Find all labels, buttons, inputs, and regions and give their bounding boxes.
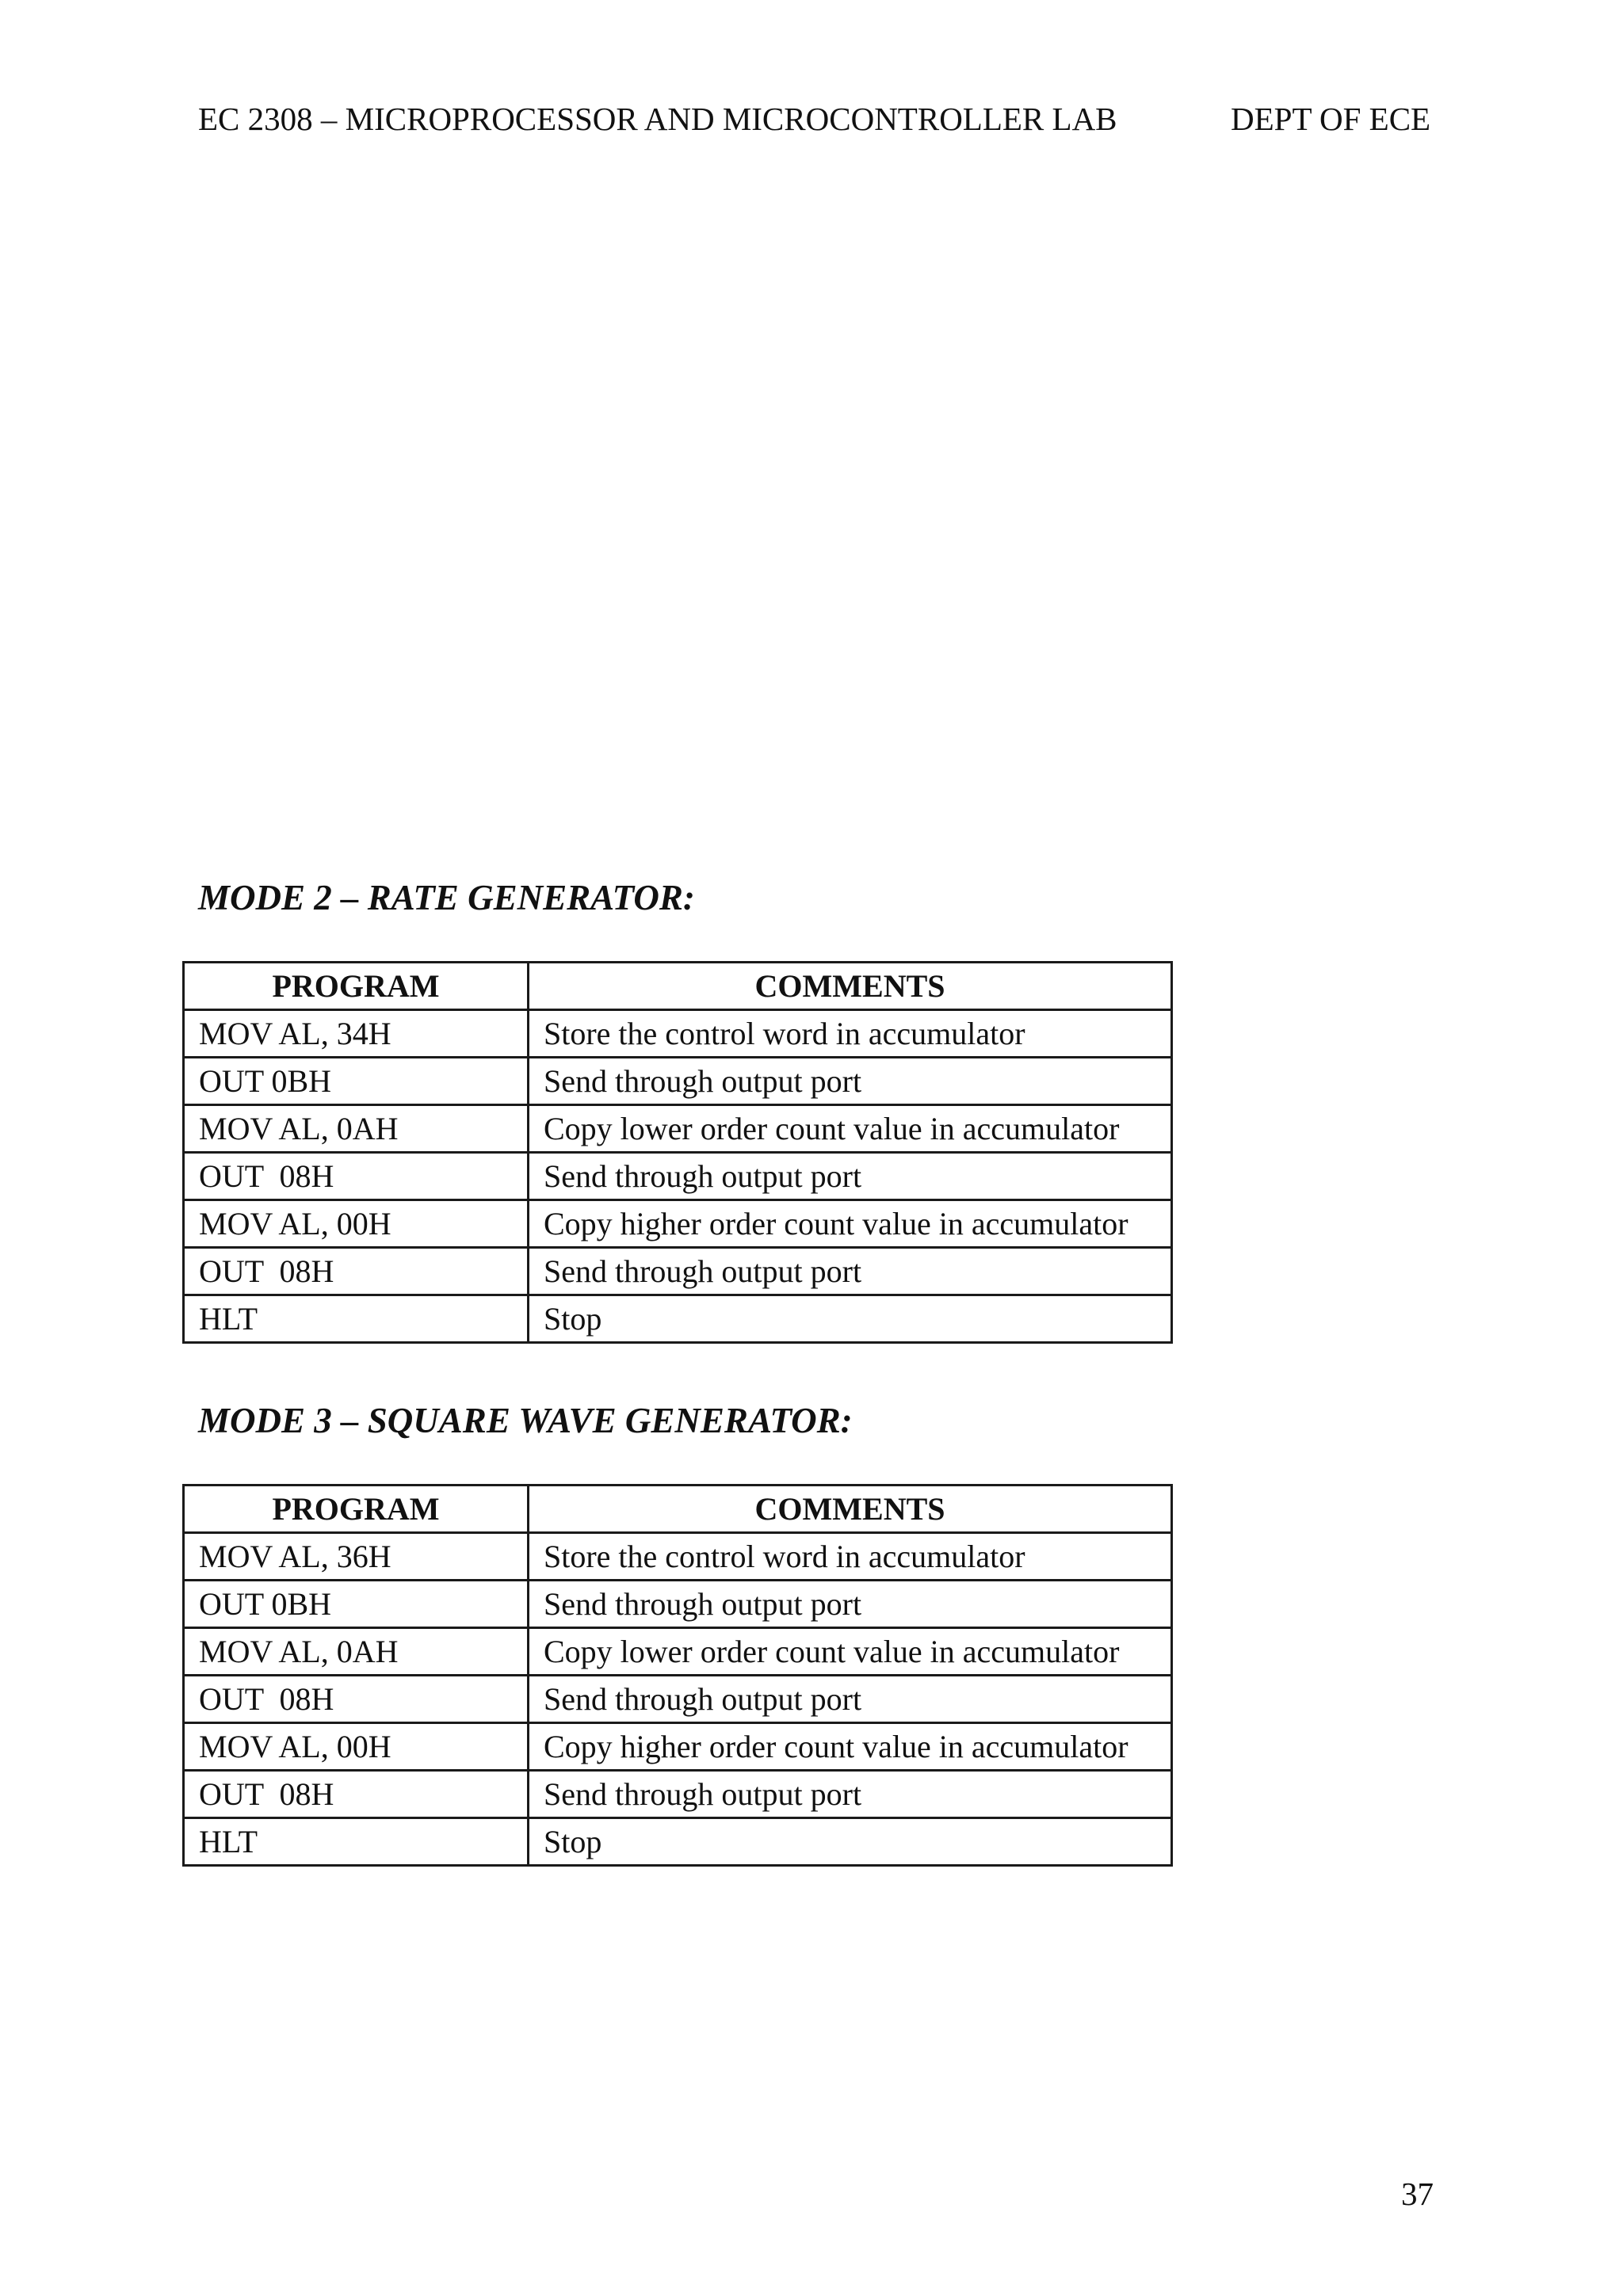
table-row [184,1200,1172,1248]
comment-cell: Send through output port [529,1248,1172,1295]
table-row [184,1153,1172,1200]
comment-cell: Send through output port [529,1581,1172,1628]
page-number: 37 [1401,2176,1434,2212]
program-cell: MOV AL, 0AH [184,1628,529,1676]
program-table-mode-2 [182,961,1173,1344]
comment-cell: Copy lower order count value in accumulator [529,1105,1172,1153]
program-cell: MOV AL, 34H [184,1010,529,1058]
program-cell: HLT [184,1295,529,1343]
table-row [184,1581,1172,1628]
table-row [184,1533,1172,1581]
program-cell: MOV AL, 36H [184,1533,529,1581]
program-cell: OUT 08H [184,1248,529,1295]
table-header-row [184,1486,1172,1533]
column-header-program: PROGRAM [184,963,529,1010]
program-cell: OUT 0BH [184,1058,529,1105]
table-row [184,1058,1172,1105]
table-row [184,1818,1172,1866]
section-title-mode-3: MODE 3 – SQUARE WAVE GENERATOR: [198,1401,853,1440]
table-row [184,1628,1172,1676]
program-cell: OUT 0BH [184,1581,529,1628]
page-header-department: DEPT OF ECE [1231,101,1431,137]
program-cell: MOV AL, 00H [184,1200,529,1248]
program-cell: OUT 08H [184,1676,529,1723]
table-row [184,1248,1172,1295]
comment-cell: Copy lower order count value in accumulator [529,1628,1172,1676]
comment-cell: Send through output port [529,1676,1172,1723]
program-cell: MOV AL, 0AH [184,1105,529,1153]
program-cell: MOV AL, 00H [184,1723,529,1771]
table-row [184,1771,1172,1818]
comment-cell: Send through output port [529,1153,1172,1200]
column-header-program: PROGRAM [184,1486,529,1533]
comment-cell: Copy higher order count value in accumulator [529,1200,1172,1248]
table-row [184,1010,1172,1058]
table-row [184,1723,1172,1771]
table-header-row [184,963,1172,1010]
table-row [184,1676,1172,1723]
program-table-mode-3 [182,1484,1173,1867]
comment-cell: Stop [529,1818,1172,1866]
column-header-comments: COMMENTS [529,1486,1172,1533]
program-cell: OUT 08H [184,1771,529,1818]
column-header-comments: COMMENTS [529,963,1172,1010]
program-cell: OUT 08H [184,1153,529,1200]
comment-cell: Send through output port [529,1058,1172,1105]
comment-cell: Stop [529,1295,1172,1343]
table-row [184,1105,1172,1153]
table-row [184,1295,1172,1343]
page-header-course: EC 2308 – MICROPROCESSOR AND MICROCONTROLLER LAB [198,101,1117,137]
comment-cell: Copy higher order count value in accumulator [529,1723,1172,1771]
section-title-mode-2: MODE 2 – RATE GENERATOR: [198,878,695,917]
comment-cell: Store the control word in accumulator [529,1010,1172,1058]
program-cell: HLT [184,1818,529,1866]
comment-cell: Store the control word in accumulator [529,1533,1172,1581]
comment-cell: Send through output port [529,1771,1172,1818]
